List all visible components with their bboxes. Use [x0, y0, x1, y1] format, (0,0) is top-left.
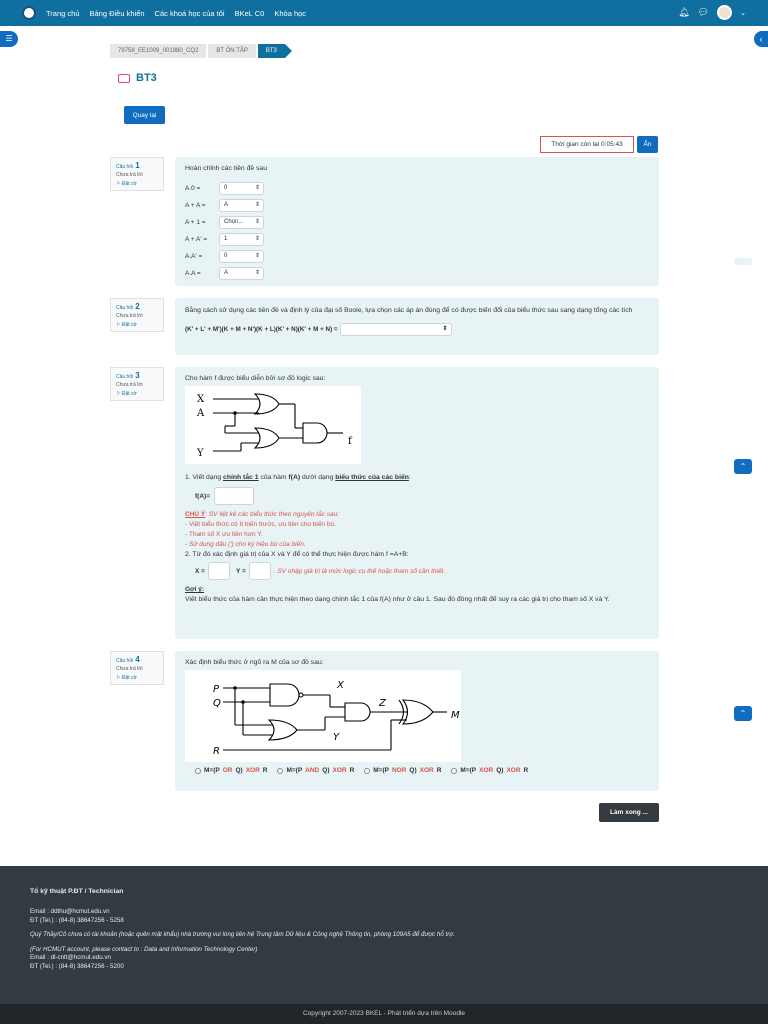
flag-question-link[interactable]: ⚐ Đặt cờ: [116, 181, 137, 187]
question-status: Chưa trả lời: [116, 172, 143, 178]
finish-attempt-button[interactable]: Làm xong ...: [599, 803, 659, 822]
radio-option-3: [364, 768, 370, 774]
flag-icon: ⚐: [116, 322, 121, 328]
footer-phone-1: ĐT (Tel.) : (84-8) 38647256 - 5258: [30, 916, 124, 924]
nav-courses[interactable]: Khóa học: [274, 8, 307, 18]
footer-notice: Quý Thầy/Cô chưa có tài khoản (hoặc quên mật khẩu) nhà trường vui lòng liên hệ Trung tâm Dữ liệu & Công nghệ Thông tin, phòng 109A5 để được hỗ trợ.: [30, 931, 455, 938]
block-drawer-toggle-icon[interactable]: ‹: [754, 31, 768, 47]
question-number: 1: [135, 161, 140, 170]
nav-home[interactable]: Trang chủ: [46, 8, 80, 18]
bell-icon[interactable]: 🔔︎: [678, 7, 690, 17]
answer-select-3[interactable]: Chọn... ⇕: [219, 216, 264, 229]
footer-title: Tổ kỹ thuật P.ĐT / Technician: [30, 888, 124, 895]
page-title: BT3: [136, 72, 157, 84]
scroll-up-icon-2[interactable]: ⌃: [734, 706, 752, 721]
answer-select-6[interactable]: A ⇕: [219, 267, 264, 280]
answer-select[interactable]: [340, 323, 452, 336]
footer-email-1[interactable]: Email : ddthu@hcmut.edu.vn: [30, 908, 110, 915]
question-info-1: Câu hỏi 1 Chưa trả lời ⚐ Đặt cờ: [110, 157, 164, 191]
expression: (K' + L' + M')(K + M + N')(K + L)(K' + N)(K' + M + N) =: [185, 326, 338, 333]
question-status: Chưa trả lời: [116, 382, 143, 388]
part2-prompt: 2. Từ đó xác định giá trị của X và Y để có thể thực hiện được hàm f =A+B:: [185, 551, 409, 558]
svg-text:P: P: [213, 684, 220, 695]
option-2[interactable]: M=(P AND Q) XOR R: [277, 767, 354, 774]
svg-text:R: R: [213, 746, 220, 757]
svg-text:X: X: [197, 394, 205, 405]
breadcrumb-current[interactable]: BT3: [258, 44, 285, 58]
chevron-down-icon[interactable]: ⌄: [740, 9, 746, 17]
question-text: Cho hàm f được biểu diễn bởi sơ đồ logic sau:: [185, 375, 326, 382]
answer-select-2[interactable]: A ⇕: [219, 199, 264, 212]
y-input[interactable]: [249, 562, 271, 580]
side-tab[interactable]: [734, 258, 752, 265]
note-block: CHÚ Ý: SV liệt kê các biểu thức theo nguyên tắc sau:: [185, 511, 340, 518]
svg-text:f: f: [348, 436, 352, 447]
question-number: 2: [135, 302, 140, 311]
fa-input[interactable]: [214, 487, 254, 505]
flag-question-link[interactable]: ⚐ Đặt cờ: [116, 322, 137, 328]
answer-select-4[interactable]: 1 ⇕: [219, 233, 264, 246]
nav-bkel-c0[interactable]: BKeL C0: [234, 8, 265, 18]
question-text: Hoàn chỉnh các tiên đề sau: [185, 165, 267, 172]
flag-icon: ⚐: [116, 391, 121, 397]
question-status: Chưa trả lời: [116, 313, 143, 319]
question-content-2: [175, 298, 659, 355]
footer-phone-2: ĐT (Tel.) : (84-8) 38647256 - 5200: [30, 962, 124, 970]
quiz-icon: [118, 74, 130, 83]
question-info-2: Câu hỏi 2 Chưa trả lời ⚐ Đặt cờ: [110, 298, 164, 332]
logic-circuit-figure-2: [185, 670, 461, 762]
logic-circuit-figure-1: [185, 386, 361, 464]
svg-text:Z: Z: [379, 698, 386, 709]
footer: [0, 866, 768, 1004]
answer-options: [195, 767, 649, 776]
svg-text:A: A: [197, 408, 205, 419]
part1-prompt: 1. Viết dạng chính tắc 1 của hàm f(A) dưới dạng biểu thức của các biến:: [185, 474, 411, 481]
svg-text:Q: Q: [213, 698, 221, 709]
flag-icon: ⚐: [116, 675, 121, 681]
question-text: Xác định biểu thức ở ngõ ra M của sơ đồ sau:: [185, 659, 324, 666]
hint-text: Viết biểu thức của hàm cần thực hiện theo dạng chính tắc 1 của f(A) như ở câu 1. Sau đó đồng nhất để suy ra các giá trị cho tham số X và Y.: [185, 596, 610, 603]
breadcrumb-course[interactable]: 79758_EE1009_001980_CQ2: [110, 44, 206, 58]
svg-text:Y: Y: [197, 448, 204, 459]
footer-notice-en: (For HCMUT account, please contact to : Data and Information Technology Center): [30, 945, 258, 953]
question-status: Chưa trả lời: [116, 666, 143, 672]
question-info-3: Câu hỏi 3 Chưa trả lời ⚐ Đặt cờ: [110, 367, 164, 401]
option-4[interactable]: M=(P XOR Q) XOR R: [451, 767, 528, 774]
footer-email-2[interactable]: Email : dl-cntt@hcmut.edu.vn: [30, 954, 111, 961]
question-content-4: [175, 651, 659, 791]
breadcrumb-section[interactable]: BT ÔN TẬP: [208, 44, 255, 58]
hide-timer-button[interactable]: Ẩn: [637, 136, 658, 153]
radio-option-2: [277, 768, 283, 774]
answer-select-1[interactable]: 0 ⇕: [219, 182, 264, 195]
question-content-1: Hoàn chỉnh các tiên đề sau A.0 = 0 ⇕ A + A = A ⇕ A + 1 = Chọn... ⇕ A + A' = 1 ⇕ A.A' = 0 ⇕ A.A = A ⇕: [175, 157, 659, 286]
back-button[interactable]: Quay lại: [124, 106, 165, 124]
svg-text:Y: Y: [333, 732, 340, 743]
option-3[interactable]: M=(P NOR Q) XOR R: [364, 767, 441, 774]
option-1[interactable]: M=(P OR Q) XOR R: [195, 767, 268, 774]
avatar[interactable]: [717, 5, 732, 20]
question-text: Bằng cách sử dụng các tiên đề và định lý của đại số Boole, lựa chọn các áp án đúng để có được biến đổi của biểu thức sau sang dạng tổng các tích: [185, 307, 633, 314]
radio-option-1: [195, 768, 201, 774]
nav-dashboard[interactable]: Bảng Điều khiển: [89, 8, 145, 18]
chat-icon[interactable]: 💬︎: [697, 7, 710, 17]
x-input[interactable]: [208, 562, 230, 580]
question-content-3: Cho hàm f được biểu diễn bởi sơ đồ logic sau: X A Y f 1. Viết dạng chính tắc 1 của hàm f(A) dưới dạng biểu thức của các biến: f(A)= CHÚ Ý: SV liệt kê các biểu thức theo nguyên tắc sau: - Viết biểu thức có ít biến trước, ưu tiên cho biến bù. - Tham số X ưu tiên hơn Y. - Sử dụng dấu (') cho ký hiệu bù của biến. 2. Từ đó xác định giá trị của X và Y để có thể thực hiện được hàm f =A+B: X = Y = . SV nhập giá trị là mức logic cụ thể hoặc tham số cần thiết. Gợi ý: Viết biểu thức của hàm cần thực hiện theo dạng chính tắc 1 của f(A) như ở câu 1. Sau đó đồng nhất để suy ra các giá trị cho tham số X và Y.: [175, 367, 659, 639]
svg-text:X: X: [337, 680, 344, 691]
site-logo[interactable]: [22, 6, 36, 20]
question-number: 4: [135, 655, 140, 664]
page-title-row: [118, 72, 157, 84]
timer-display: Thời gian còn lại 0:05:43: [540, 136, 634, 153]
top-navbar: [0, 0, 768, 26]
course-index-toggle-icon[interactable]: ☰: [0, 31, 18, 47]
radio-option-4: [451, 768, 457, 774]
question-number: 3: [135, 371, 140, 380]
svg-text:M: M: [451, 710, 460, 721]
flag-icon: ⚐: [116, 181, 121, 187]
flag-question-link[interactable]: ⚐ Đặt cờ: [116, 675, 137, 681]
question-info-4: Câu hỏi 4 Chưa trả lời ⚐ Đặt cờ: [110, 651, 164, 685]
flag-question-link[interactable]: ⚐ Đặt cờ: [116, 391, 137, 397]
copyright: Copyright 2007-2023 BKEL - Phát triển dựa trên Moodle: [0, 1004, 768, 1024]
breadcrumb: [110, 44, 287, 58]
scroll-up-icon[interactable]: ⌃: [734, 459, 752, 474]
answer-select-5[interactable]: 0 ⇕: [219, 250, 264, 263]
nav-my-courses[interactable]: Các khoá học của tôi: [154, 8, 225, 18]
